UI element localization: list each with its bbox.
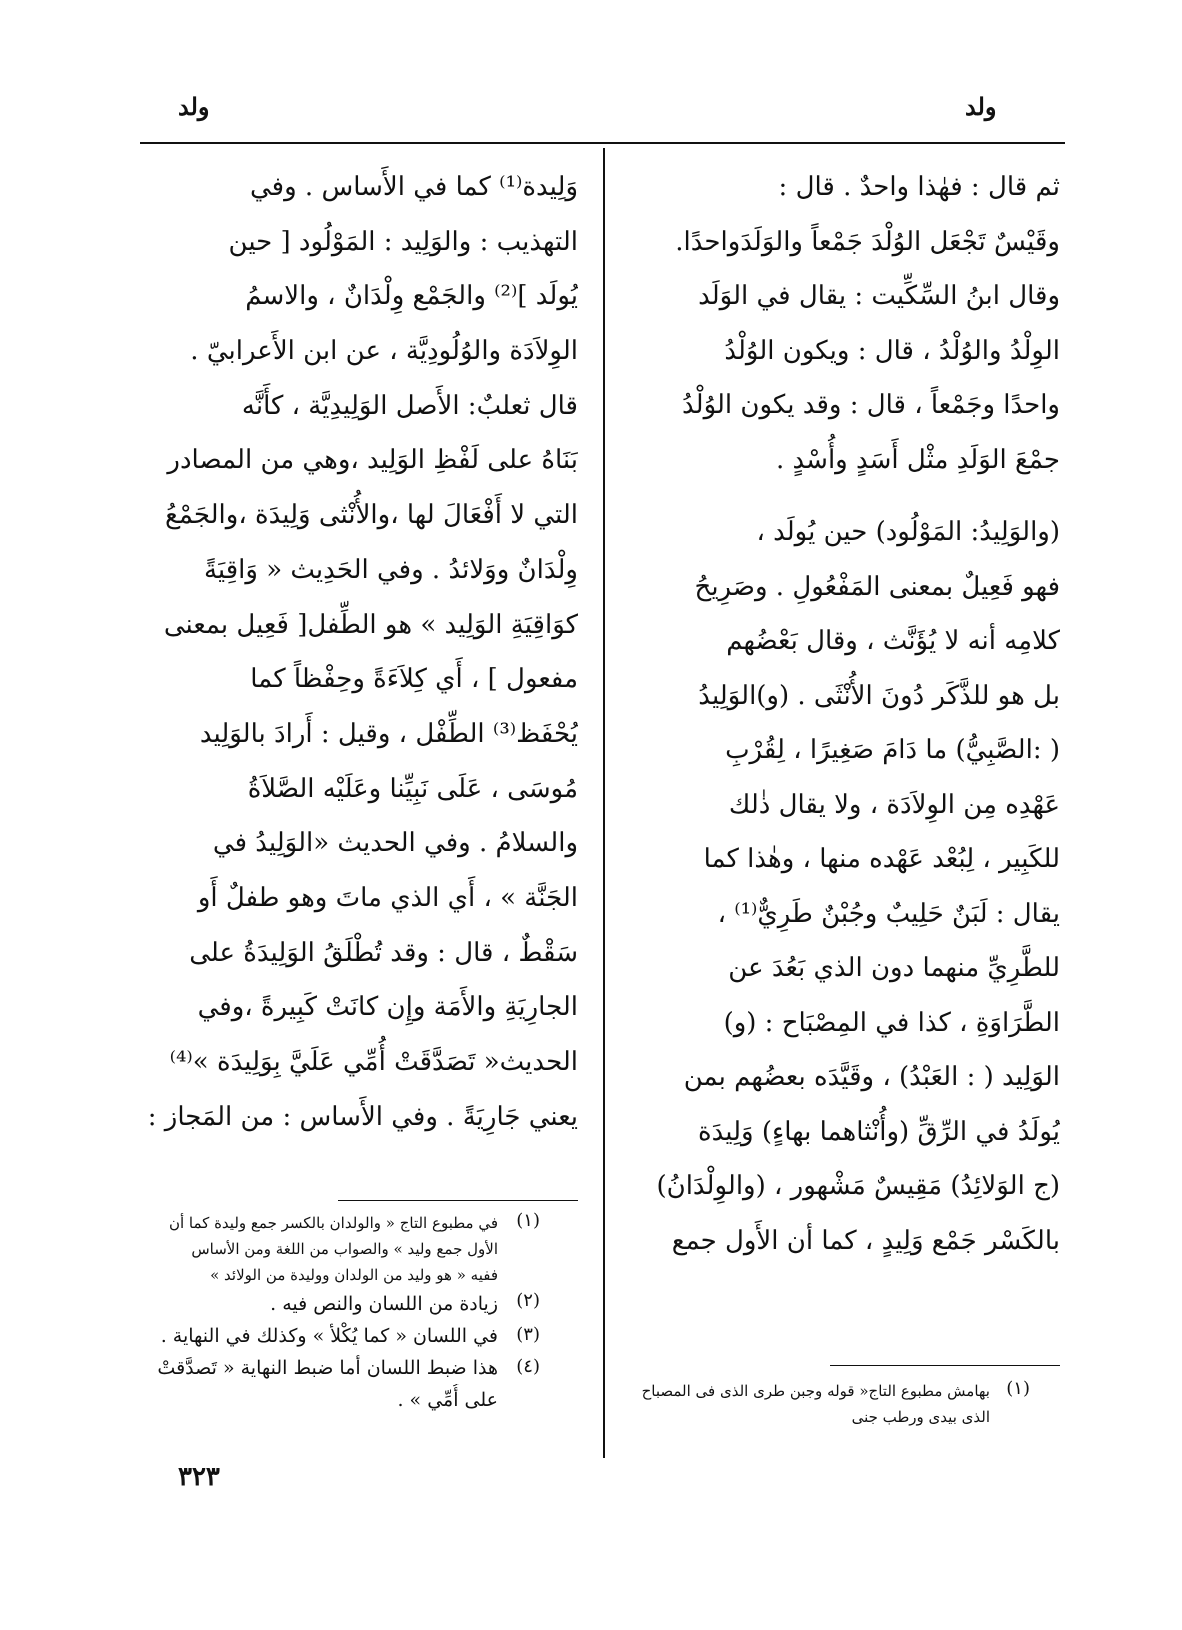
text-line: الطَّرَاوَةِ ، كذا في المِصْبَاح : (و) bbox=[723, 1007, 1060, 1038]
text-line: واحدًا وجَمْعاً ، قال : وقد يكون الوُلْدُ bbox=[682, 390, 1060, 420]
text-line: للكَبِير ، لِبُعْد عَهْده منها ، وهٰذا كما bbox=[703, 844, 1060, 874]
right-text-column bbox=[625, 160, 1060, 1268]
footnote-number: (١) bbox=[516, 1210, 540, 1231]
running-header-right: ولد bbox=[965, 92, 997, 121]
text-line: بالكَسْر جَمْع وَلِيدٍ ، كما أن الأَول جمع bbox=[671, 1225, 1060, 1256]
footnote-rule-right bbox=[830, 1365, 1060, 1366]
text-line: الجارِيَةِ والأَمَة وإِن كانَتْ كَبِيرةً ،وفي bbox=[197, 992, 578, 1023]
text-line: (والوَلِيدُ: المَوْلُود) حين يُولَد ، bbox=[756, 517, 1060, 547]
text-line: يعني جَارِيَةً . وفي الأَساس : من المَجاز : bbox=[147, 1101, 578, 1132]
footnote-line: في مطبوع التاج « والولدان بالكسر جمع وليدة كما أن bbox=[168, 1214, 498, 1232]
text-line: والسلامُ . وفي الحديث «الوَلِيدُ في bbox=[212, 828, 578, 859]
text-line: ثم قال : فهٰذا واحدٌ . قال : bbox=[778, 172, 1060, 202]
page-number: ٣٢٣ bbox=[178, 1462, 220, 1492]
footnote-4 bbox=[140, 1352, 540, 1416]
footnote-rule-left bbox=[338, 1200, 578, 1201]
footnote-1 bbox=[140, 1210, 540, 1288]
text-line: الجَنَّة » ، أَي الذي ماتَ وهو طفلٌ أَو bbox=[197, 882, 578, 913]
text-line: الوَلِيد ( : العَبْدُ) ، وقَيَّدَه بعضُهم بمن bbox=[683, 1062, 1060, 1092]
text-line: وِلْدَانٌ ووَلائدُ . وفي الحَدِيث « وَاقِيَةً bbox=[203, 554, 578, 585]
footnote-line: في اللسان « كما يُكْلأ » وكذلك في النهاية . bbox=[160, 1325, 498, 1347]
text-line: الحديث« تَصَدَّقَتْ أُمِّي عَلَيَّ بِوَلِيدَة »⁽⁴⁾ bbox=[169, 1047, 578, 1077]
column-divider bbox=[603, 148, 605, 1458]
footnotes-right bbox=[600, 1378, 1030, 1430]
text-line: جمْعَ الوَلَدِ مثْل أَسَدٍ وأُسْدٍ . bbox=[775, 444, 1060, 475]
text-line: وقال ابنُ السِّكِّيت : يقال في الوَلَد bbox=[698, 281, 1060, 311]
text-line: الوِلْدُ والوُلْدُ ، قال : ويكون الوُلْدُ bbox=[724, 335, 1060, 366]
header-rule bbox=[140, 142, 1065, 144]
text-line: ( :الصَّبِيُّ) ما دَامَ صَغِيرًا ، لِقُرْبِ bbox=[725, 735, 1060, 765]
footnote-number: (١) bbox=[1006, 1378, 1030, 1399]
footnote-number: (٢) bbox=[516, 1290, 540, 1311]
text-line: يقال : لَبَنٌ حَلِيبٌ وجُبْنٌ طَرِيٌّ⁽¹⁾ ، bbox=[717, 898, 1060, 929]
running-header-left: ولد bbox=[178, 92, 210, 121]
text-line: الوِلاَدَة والوُلُودِيَّة ، عن ابن الأَعرابيّ . bbox=[190, 336, 578, 367]
text-line: كلامِه أنه لا يُؤَنَّث ، وقال بَعْضُهم bbox=[726, 626, 1060, 656]
text-line: كوَاقِيَةِ الوَلِيد » هو الطِّفل[ فَعِيل بمعنى bbox=[163, 609, 578, 640]
text-line: التي لا أَفْعَالَ لها ،والأُنْثى وَلِيدَة ،والجَمْعُ bbox=[164, 500, 578, 531]
text-line: بَنَاهُ على لَفْظِ الوَلِيد ،وهي من المصادر bbox=[167, 445, 578, 476]
footnote-line: على أُمِّي » . bbox=[397, 1389, 498, 1411]
footnote-line: زيادة من اللسان والنص فيه . bbox=[270, 1293, 498, 1315]
text-line: بل هو للذَّكَر دُونَ الأُنْثَى . (و)الوَلِيدُ bbox=[698, 680, 1060, 711]
text-line: للطَّرِيِّ منهما دون الذي بَعُدَ عن bbox=[728, 953, 1060, 983]
footnote-line: الذى بيدى ورطب جنى bbox=[851, 1408, 990, 1426]
footnote-line: الأول جمع وليد » والصواب من اللغة ومن الأساس bbox=[191, 1240, 498, 1258]
footnote-2 bbox=[140, 1288, 540, 1320]
footnote-line: هذا ضبط اللسان أما ضبط النهاية « تَصدَّقتْ bbox=[157, 1357, 498, 1379]
text-line: يُولَد ]⁽²⁾ والجَمْع وِلْدَانٌ ، والاسمُ bbox=[245, 281, 578, 312]
footnotes-left bbox=[140, 1210, 540, 1416]
text-line: عَهْدِه مِن الوِلاَدَة ، ولا يقال ذٰلك bbox=[728, 789, 1060, 820]
text-line: وَلِيدة⁽¹⁾ كما في الأَساس . وفي bbox=[250, 172, 578, 202]
left-text-column bbox=[138, 160, 578, 1144]
text-line: قال ثعلبٌ: الأَصل الوَلِيدِيَّة ، كأَنَّه bbox=[241, 390, 578, 421]
footnote-line: بهامش مطبوع التاج« قوله وجبن طرى الذى فى المصباح bbox=[641, 1382, 990, 1400]
text-line: فهو فَعِيلٌ بمعنى المَفْعُولِ . وصَرِيحُ bbox=[694, 571, 1060, 602]
footnote-line: ففيه « هو وليد من الولدان ووليدة من الولائد » bbox=[210, 1266, 498, 1284]
paragraph-gap bbox=[625, 487, 1060, 505]
text-line: وقَيْسٌ تَجْعَل الوُلْدَ جَمْعاً والوَلَدَواحدًا. bbox=[675, 226, 1060, 257]
text-line: التهذيب : والوَلِيد : المَوْلُود [ حين bbox=[228, 226, 578, 257]
footnote-number: (٣) bbox=[516, 1324, 540, 1345]
footnote-3 bbox=[140, 1320, 540, 1352]
text-line: مفعول ] ، أَي كِلاَءَةً وحِفْظاً كما bbox=[250, 664, 578, 695]
text-line: سَقْطٌ ، قال : وقد تُطْلَقُ الوَلِيدَةُ على bbox=[189, 937, 578, 968]
text-line: (ج الوَلائِدُ) مَقِيسٌ مَشْهور ، (والوِلْدَانُ) bbox=[656, 1171, 1060, 1201]
text-line: يُولَدُ في الرِّقِّ (وأُنْثاهما بهاءٍ) وَلِيدَة bbox=[697, 1116, 1060, 1147]
footnote-number: (٤) bbox=[516, 1356, 540, 1377]
text-line: مُوسَى ، عَلَى نَبِيِّنا وعَلَيْه الصَّلاَةُ bbox=[247, 773, 578, 804]
text-line: يُحْفَظ⁽³⁾ الطِّفْل ، وقيل : أَرادَ بالوَلِيد bbox=[199, 718, 578, 749]
